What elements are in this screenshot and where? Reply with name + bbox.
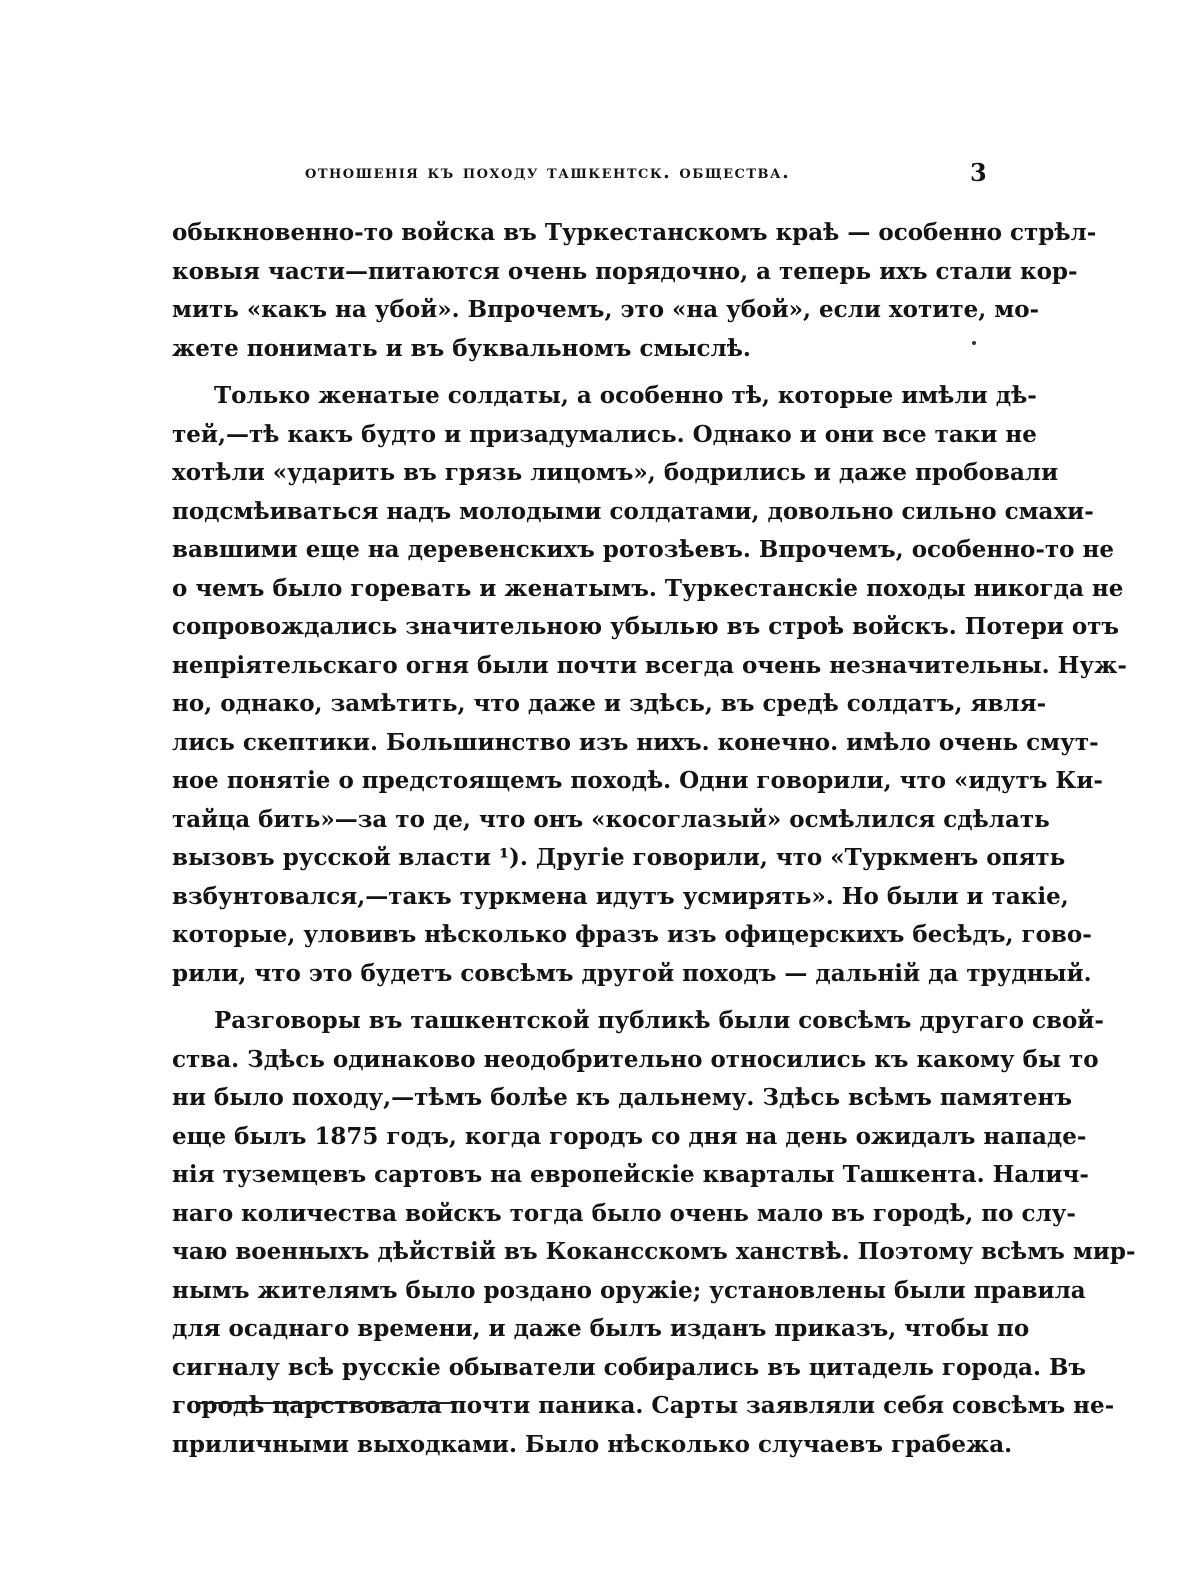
- text-line: ное понятіе о предстоящемъ походѣ. Одни говорили, что «идутъ Ки-: [172, 767, 1103, 794]
- paragraph-gap: [172, 993, 997, 1002]
- text-line: для осаднаго времени, и даже былъ изданъ приказъ, чтобы по: [172, 1315, 1030, 1342]
- text-line: нія туземцевъ сартовъ на европейскіе кварталы Ташкента. Налич-: [172, 1161, 1089, 1188]
- text-line: хотѣли «ударить въ грязь лицомъ», бодрились и даже пробовали: [172, 459, 1059, 486]
- text-line: Разговоры въ ташкентской публикѣ были совсѣмъ другаго свой-: [214, 1007, 1104, 1034]
- text-line: рили, что это будетъ совсѣмъ другой походъ — дальній да трудный.: [172, 959, 1092, 987]
- paragraph-gap: [172, 368, 997, 377]
- text-line: вавшими еще на деревенскихъ ротозѣевъ. Впрочемъ, особенно-то не: [172, 536, 1114, 563]
- text-line: тайца бить»—за то де, что онъ «косоглазый» осмѣлился сдѣлать: [172, 805, 1050, 833]
- text-line: вызовъ русской власти ¹). Другіе говорили, что «Туркменъ опять: [172, 844, 1066, 871]
- text-line: ни было походу,—тѣмъ болѣе къ дальнему. Здѣсь всѣмъ памятенъ: [172, 1084, 1072, 1111]
- text-line: взбунтовался,—такъ туркмена идутъ усмирять». Но были и такіе,: [172, 882, 1069, 910]
- text-line: приличными выходками. Было нѣсколько случаевъ грабежа.: [172, 1430, 1013, 1458]
- text-line: о чемъ было горевать и женатымъ. Туркестанскіе походы никогда не: [172, 574, 1124, 602]
- text-line: Только женатые солдаты, а особенно тѣ, которые имѣли дѣ-: [214, 382, 1037, 409]
- text-line: ковыя части—питаются очень порядочно, а теперь ихъ стали кор-: [172, 257, 1078, 285]
- text-line: жете понимать и въ буквальномъ смыслѣ.: [172, 334, 751, 362]
- text-line: еще былъ 1875 годъ, когда городъ со дня на день ожидалъ нападе-: [172, 1122, 1087, 1150]
- text-line: которые, уловивъ нѣсколько фразъ изъ офицерскихъ бесѣдъ, гово-: [172, 921, 1092, 948]
- text-line: непріятельскаго огня были почти всегда очень незначительны. Нуж-: [172, 651, 1127, 679]
- text-line: мить «какъ на убой». Впрочемъ, это «на убой», если хотите, мо-: [172, 296, 1040, 323]
- text-line: наго количества войскъ тогда было очень мало въ городѣ, по слу-: [172, 1199, 1076, 1227]
- text-line: сигналу всѣ русскіе обыватели собирались въ цитадель города. Въ: [172, 1353, 1087, 1381]
- text-line: городѣ царствовала почти паника. Сарты заявляли себя совсѣмъ не-: [172, 1392, 1115, 1419]
- footnote-rule: [195, 1402, 457, 1404]
- body-text: [172, 214, 1136, 1464]
- running-title: отношенія къ походу ташкентск. общества.: [305, 161, 791, 183]
- text-line: подсмѣиваться надъ молодыми солдатами, довольно сильно смахи-: [172, 497, 1094, 525]
- text-line: тей,—тѣ какъ будто и призадумались. Однако и они все таки не: [172, 420, 1037, 448]
- text-line: обыкновенно-то войска въ Туркестанскомъ краѣ — особенно стрѣл-: [172, 219, 1097, 246]
- text-line: чаю военныхъ дѣйствій въ Кокансскомъ ханствѣ. Поэтому всѣмъ мир-: [172, 1238, 1136, 1265]
- text-line: сопровождались значительною убылью въ строѣ войскъ. Потери отъ: [172, 613, 1120, 640]
- text-line: лись скептики. Большинство изъ нихъ. конечно. имѣло очень смут-: [172, 728, 1099, 756]
- text-line: но, однако, замѣтить, что даже и здѣсь, въ средѣ солдатъ, явля-: [172, 690, 1047, 717]
- text-line: нымъ жителямъ было роздано оружіе; установлены были правила: [172, 1276, 1086, 1304]
- text-line: ства. Здѣсь одинаково неодобрительно относились къ какому бы то: [172, 1045, 1099, 1073]
- page-number: 3: [970, 158, 987, 187]
